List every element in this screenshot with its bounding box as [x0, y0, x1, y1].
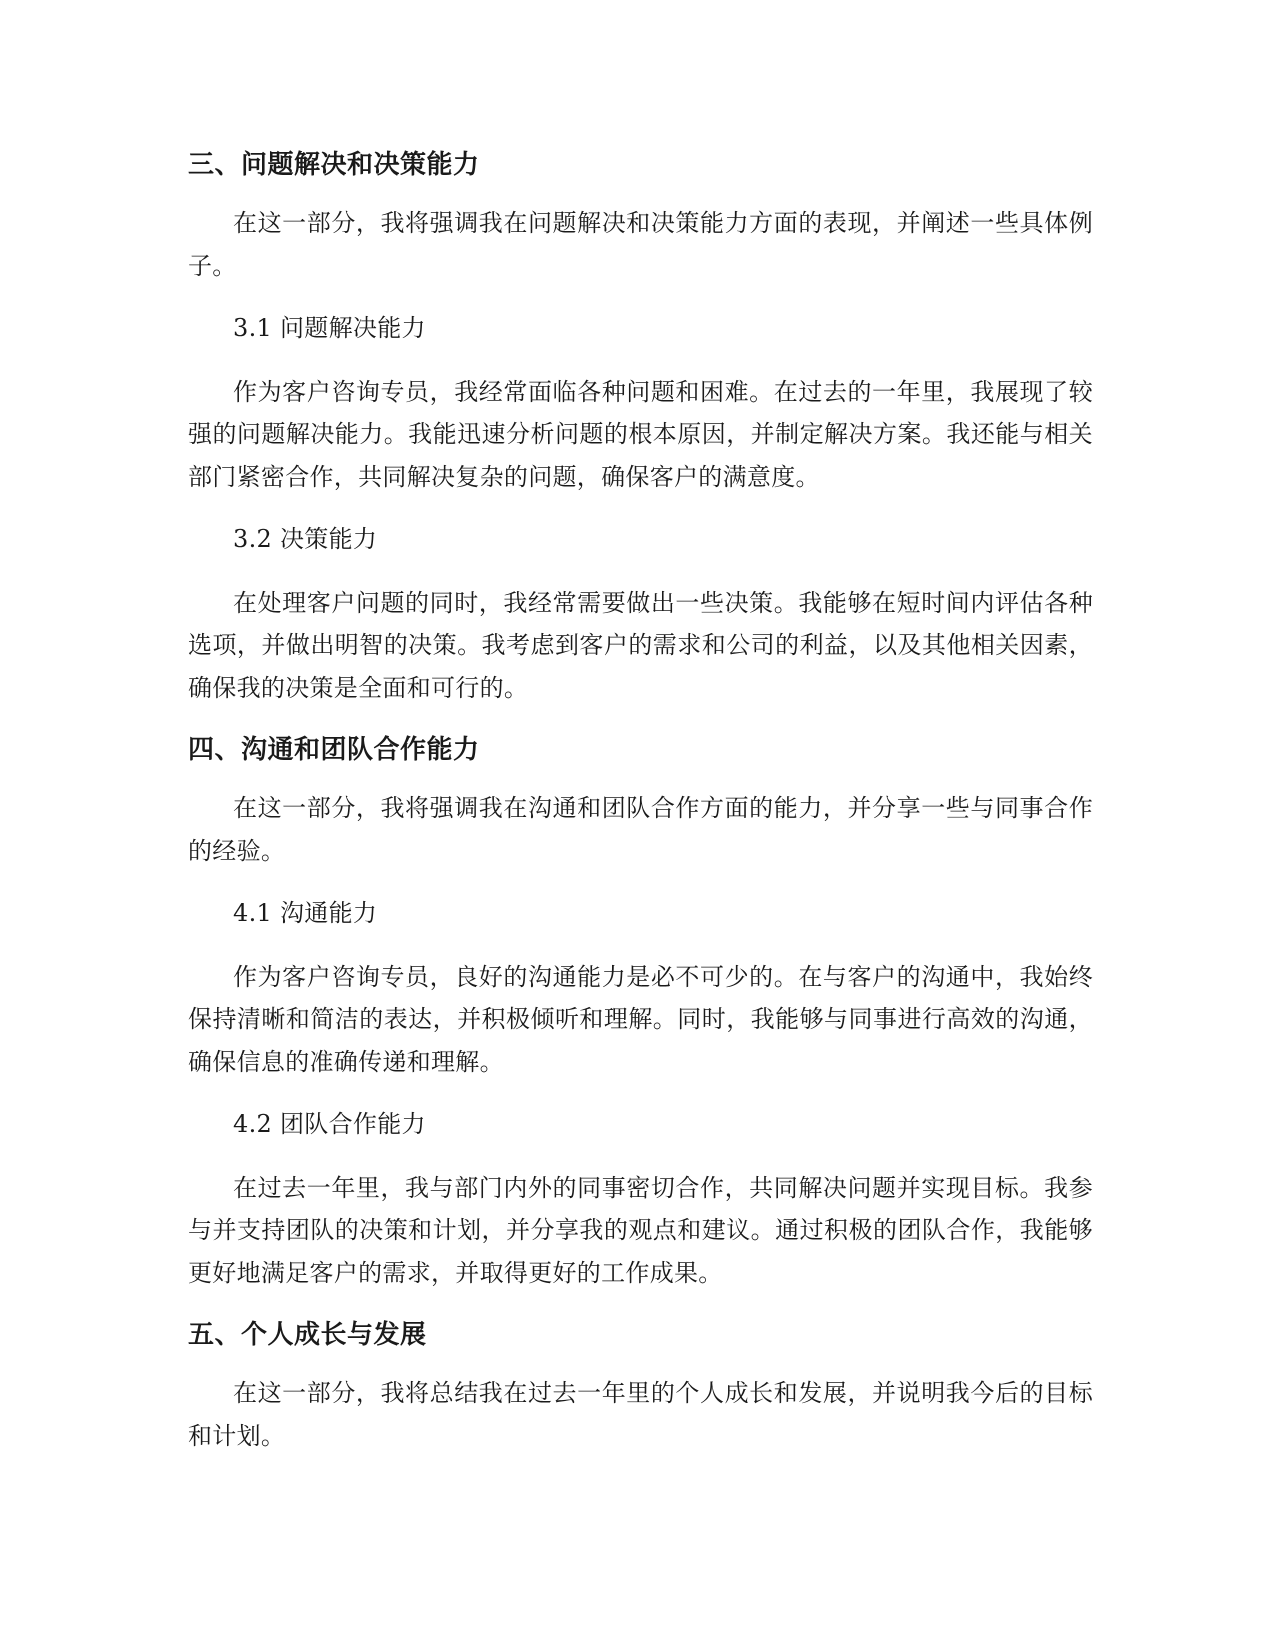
- subsection-title: 3.2 决策能力: [233, 525, 378, 553]
- section-heading: 五、个人成长与发展: [188, 1320, 427, 1350]
- document-page: [188, 144, 1093, 1477]
- subsection-text: 作为客户咨询专员，良好的沟通能力是必不可少的。在与客户的沟通中，我始终保持清晰和简洁的表达，并积极倾听和理解。同时，我能够与同事进行高效的沟通，确保信息的准确传递和理解。: [188, 962, 1093, 1076]
- subsection-title: 4.2 团队合作能力: [233, 1110, 426, 1138]
- section-5: [188, 1314, 1093, 1457]
- subsection-title: 3.1 问题解决能力: [233, 314, 426, 342]
- section-intro: 在这一部分，我将总结我在过去一年里的个人成长和发展，并说明我今后的目标和计划。: [188, 1379, 1093, 1450]
- subsection-text: 在处理客户问题的同时，我经常需要做出一些决策。我能够在短时间内评估各种选项，并做出明智的决策。我考虑到客户的需求和公司的利益，以及其他相关因素，确保我的决策是全面和可行的。: [188, 588, 1093, 702]
- section-intro: 在这一部分，我将强调我在沟通和团队合作方面的能力，并分享一些与同事合作的经验。: [188, 794, 1093, 865]
- section-heading: 四、沟通和团队合作能力: [188, 735, 480, 765]
- section-3: [188, 144, 1093, 709]
- section-intro: 在这一部分，我将强调我在问题解决和决策能力方面的表现，并阐述一些具体例子。: [188, 209, 1093, 280]
- section-4: [188, 729, 1093, 1294]
- subsection-text: 在过去一年里，我与部门内外的同事密切合作，共同解决问题并实现目标。我参与并支持团队的决策和计划，并分享我的观点和建议。通过积极的团队合作，我能够更好地满足客户的需求，并取得更好的工作成果。: [188, 1173, 1093, 1287]
- subsection-text: 作为客户咨询专员，我经常面临各种问题和困难。在过去的一年里，我展现了较强的问题解决能力。我能迅速分析问题的根本原因，并制定解决方案。我还能与相关部门紧密合作，共同解决复杂的问题，确保客户的满意度。: [188, 377, 1093, 491]
- section-heading: 三、问题解决和决策能力: [188, 150, 480, 180]
- subsection-title: 4.1 沟通能力: [233, 899, 378, 927]
